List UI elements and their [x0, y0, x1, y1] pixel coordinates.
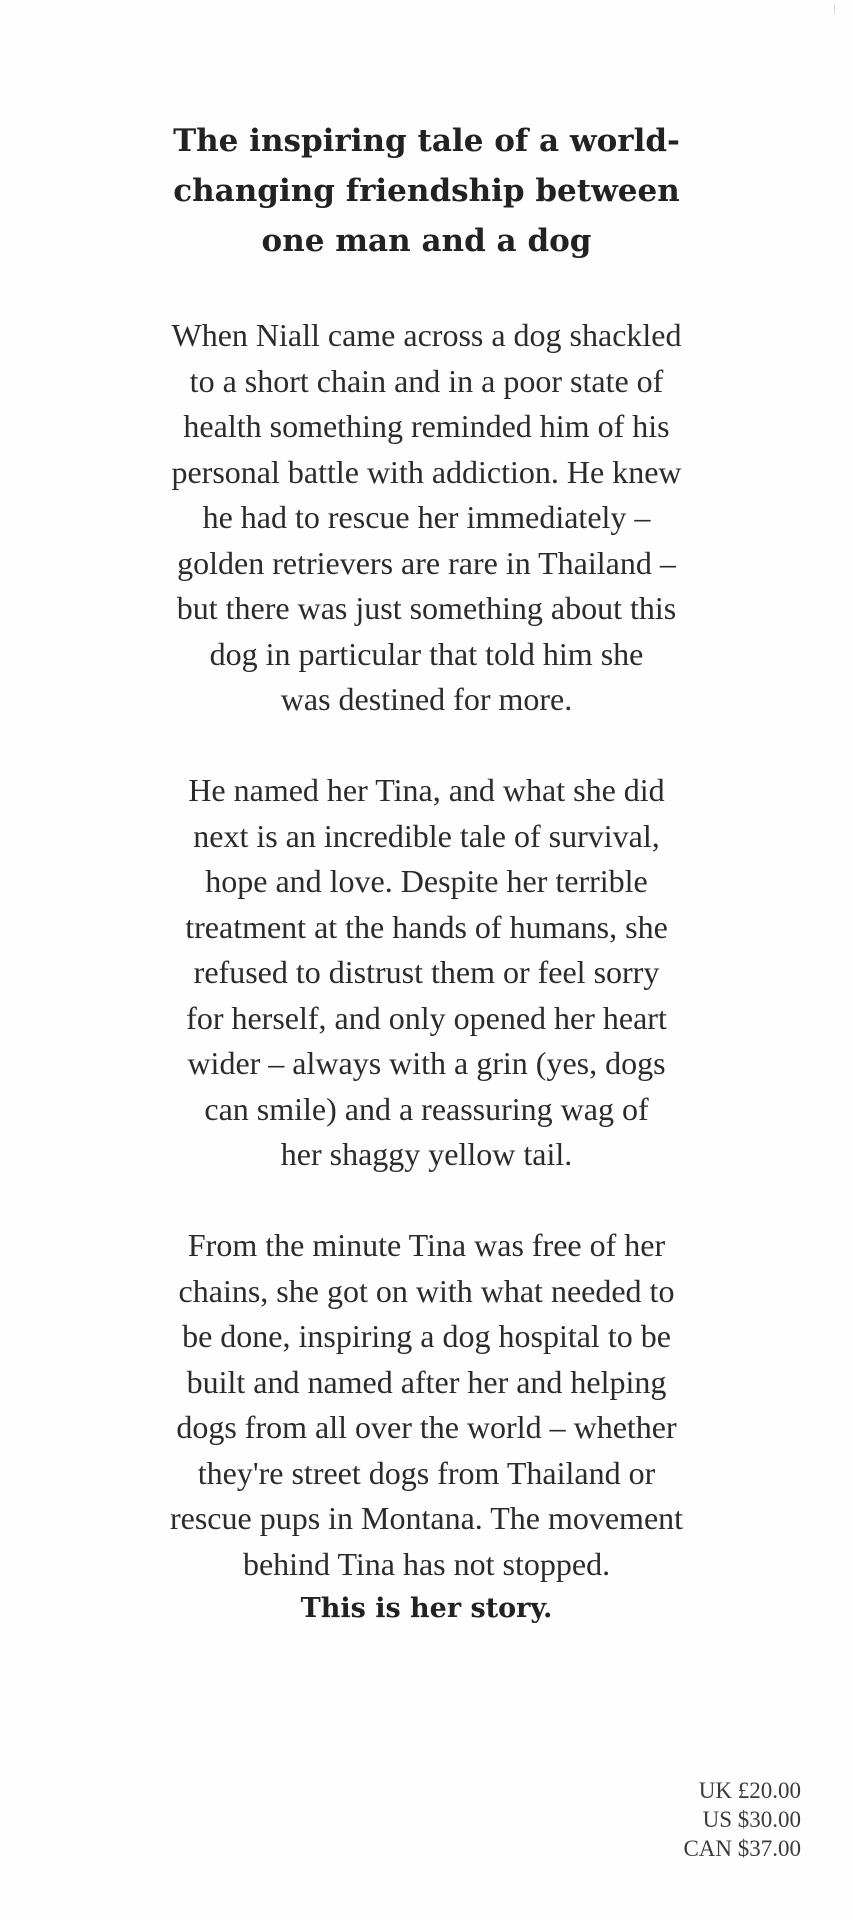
blurb-line: next is an incredible tale of survival, — [193, 817, 660, 854]
blurb-line: behind Tina has not stopped. — [242, 1545, 611, 1582]
blurb-line: personal battle with addiction. He knew — [171, 453, 682, 490]
blurb-line: to a short chain and in a poor state of — [189, 362, 664, 399]
blurb-line: hope and love. Despite her terrible — [205, 863, 648, 899]
blurb-line: refused to distrust them or feel sorry — [193, 954, 660, 990]
blurb-paragraph-3 — [0, 1223, 853, 1587]
price-can: CAN $37.00 — [683, 1836, 801, 1861]
blurb-line: health something reminded him of his — [183, 408, 670, 444]
blurb-line: wider – always with a grin (yes, dogs — [187, 1045, 666, 1081]
blurb-line: dog in particular that told him she — [209, 635, 644, 672]
blurb-line: for herself, and only opened her heart — [186, 999, 667, 1036]
tagline: This is her story. — [300, 1593, 553, 1624]
blurb-line: When Niall came across a dog shackled — [171, 317, 682, 353]
blurb-line: treatment at the hands of humans, she — [185, 908, 668, 945]
blurb-line: He named her Tina, and what she did — [188, 772, 665, 808]
blurb-line: chains, she got on with what needed to — [178, 1272, 675, 1309]
blurb-line: he had to rescue her immediately – — [202, 499, 651, 535]
headline-line: changing friendship between — [173, 173, 680, 209]
blurb-line: From the minute Tina was free of her — [187, 1227, 666, 1263]
blurb-line: can smile) and a reassuring wag of — [204, 1090, 649, 1127]
blurb-line: her shaggy yellow tail. — [280, 1136, 573, 1172]
blurb-line: dogs from all over the world – whether — [176, 1409, 677, 1445]
price-block — [683, 1776, 801, 1863]
price-uk: UK £20.00 — [698, 1778, 801, 1803]
headline-line: one man and a dog — [261, 223, 592, 259]
blurb-line: golden retrievers are rare in Thailand – — [177, 544, 676, 581]
blurb-line: built and named after her and helping — [186, 1363, 667, 1400]
blurb-line: they're street dogs from Thailand or — [197, 1454, 656, 1491]
blurb-line: but there was just something about this — [176, 590, 677, 626]
page-edge-mark — [834, 4, 835, 14]
blurb-paragraph-1 — [0, 313, 853, 723]
blurb-line: was destined for more. — [280, 681, 573, 717]
blurb-line: rescue pups in Montana. The movement — [169, 1500, 684, 1536]
blurb-line: be done, inspiring a dog hospital to be — [182, 1318, 671, 1354]
headline-line: The inspiring tale of a world- — [173, 123, 680, 159]
blurb-paragraph-2 — [0, 768, 853, 1178]
headline — [0, 116, 853, 266]
price-us: US $30.00 — [702, 1807, 801, 1832]
